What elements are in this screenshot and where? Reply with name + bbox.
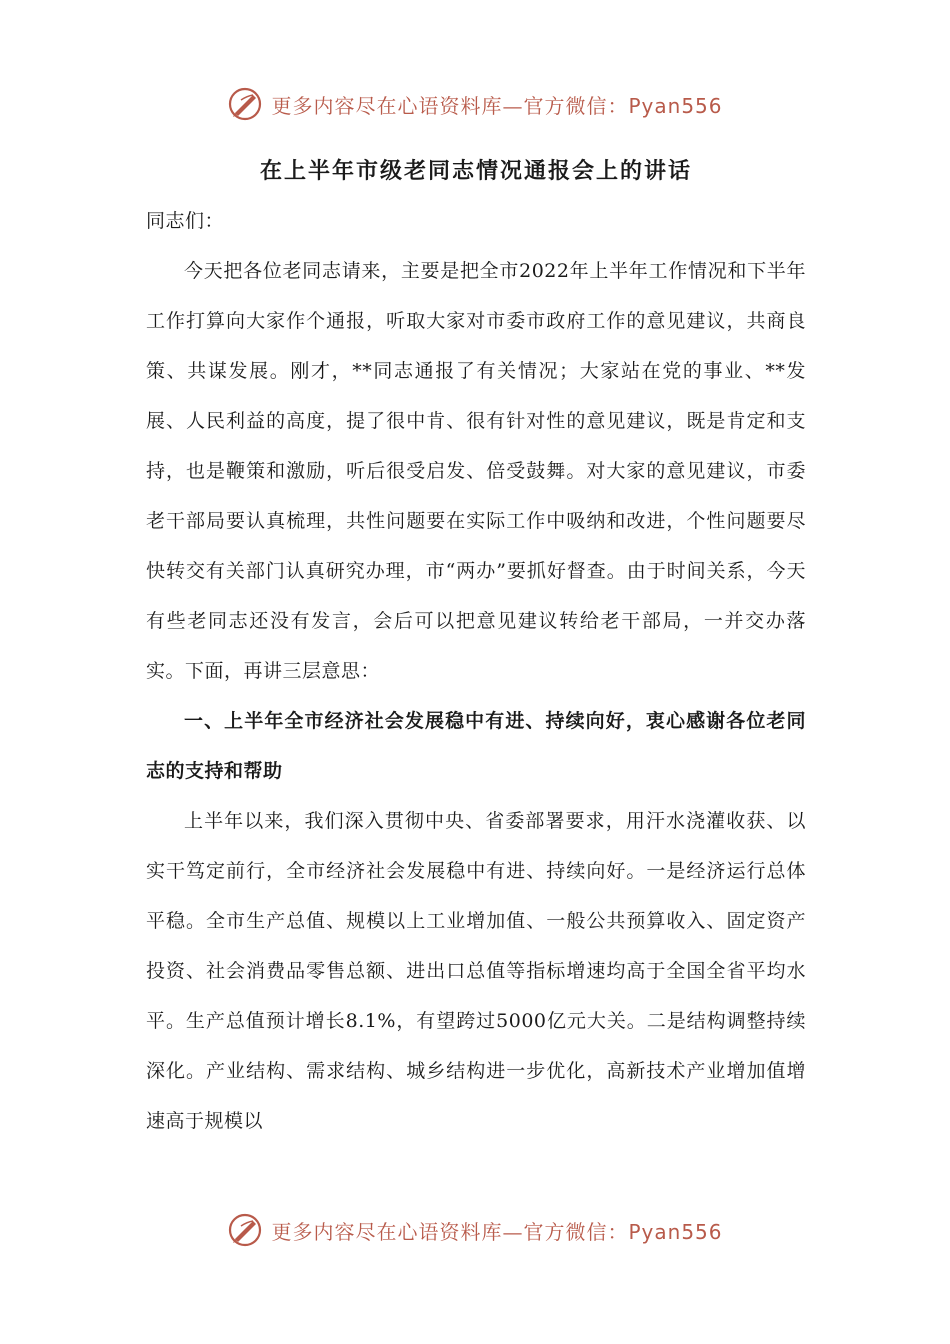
document-title: 在上半年市级老同志情况通报会上的讲话 <box>259 158 692 184</box>
paragraph-intro: 今天把各位老同志请来，主要是把全市2022年上半年工作情况和下半年工作打算向大家作个通报，听取大家对市委市政府工作的意见建议，共商良策、共谋发展。刚才，**同志通报了有关情况；大家站在党的事业、**发展、人民利益的高度，提了很中肯、很有针对性的意见建议，既是肯定和支持，也是鞭策和激励，听后很受启发、倍受鼓舞。对大家的意见建议，市委老干部局要认真梳理，共性问题要在实际工作中吸纳和改进，个性问题要尽快转交有关部门认真研究办理，市“两办”要抓好督查。由于时间关系，今天有些老同志还没有发言，会后可以把意见建议转给老干部局，一并交办落实。下面，再讲三层意思： <box>146 260 806 682</box>
greeting: 同志们： <box>146 210 225 232</box>
watermark-banner-bottom <box>0 1206 950 1254</box>
watermark-text: 更多内容尽在心语资料库—官方微信：Pyan556 <box>271 1219 723 1244</box>
document-body <box>146 148 806 1146</box>
section-heading-1: 一、上半年全市经济社会发展稳中有进、持续向好，衷心感谢各位老同志的支持和帮助 <box>146 710 806 782</box>
quill-pen-logo-icon <box>227 86 263 122</box>
watermark-banner-top <box>0 80 950 128</box>
quill-pen-logo-icon <box>227 1212 263 1248</box>
watermark-text: 更多内容尽在心语资料库—官方微信：Pyan556 <box>271 93 723 118</box>
paragraph-section-1: 上半年以来，我们深入贯彻中央、省委部署要求，用汗水浇灌收获、以实干笃定前行，全市经济社会发展稳中有进、持续向好。一是经济运行总体平稳。全市生产总值、规模以上工业增加值、一般公共预算收入、固定资产投资、社会消费品零售总额、进出口总值等指标增速均高于全国全省平均水平。生产总值预计增长8.1%，有望跨过5000亿元大关。二是结构调整持续深化。产业结构、需求结构、城乡结构进一步优化，高新技术产业增加值增速高于规模以 <box>146 810 806 1132</box>
